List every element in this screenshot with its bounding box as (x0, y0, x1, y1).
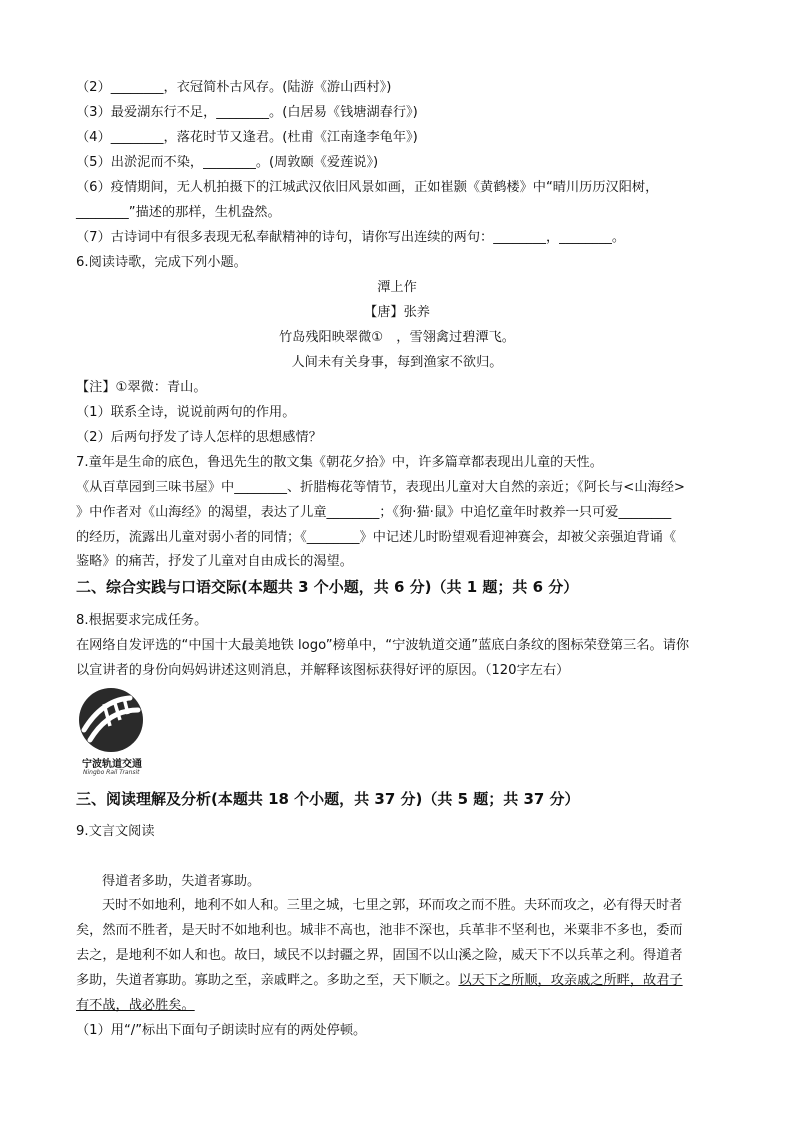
poem-author: 【唐】张养 (364, 305, 430, 320)
question-title: 8.根据要求完成任务。 (76, 613, 208, 628)
question-line: 的经历，流露出儿童对弱小者的同情；《________》中记述儿时盼望观看迎神赛会，却被父亲强迫背诵《 (76, 530, 677, 545)
question-line: （4）________，落花时节又逢君。(杜甫《江南逢李龟年》) (76, 130, 418, 145)
question-title: 9.文言文阅读 (76, 824, 155, 839)
question-line: （6）疫情期间，无人机拍摄下的江城武汉依旧风景如画，正如崔颢《黄鹤楼》中“晴川历历汉阳树， (76, 180, 659, 195)
logo-name-cn: 宁波轨道交通 (82, 759, 142, 770)
question-title: 7.童年是生命的底色，鲁迅先生的散文集《朝花夕拾》中，许多篇章都表现出儿童的天性。 (76, 455, 603, 470)
poem-note: 【注】①翠微：青山。 (76, 380, 207, 395)
passage-line (76, 972, 726, 990)
passage-line: 去之，是地利不如人和也。故曰，域民不以封疆之界，固国不以山溪之险，威天下不以兵革之利。得道者 (76, 948, 683, 963)
passage-text: 多助，失道者寡助。寡助之至，亲戚畔之。多助之至，天下顺之。 (76, 973, 459, 988)
section-heading: 三、阅读理解及分析(本题共 18 个小题，共 37 分)（共 5 题；共 37 分） (76, 790, 580, 808)
passage-line: 矣，然而不胜者，是天时不如地利也。城非不高也，池非不深也，兵革非不坚利也，米粟非不多也，委而 (76, 923, 683, 938)
underlined-sentence: 有不战，战必胜矣。 (76, 998, 195, 1013)
question-line: 鉴略》的痛苦，抒发了儿童对自由成长的渴望。 (76, 554, 353, 569)
section-heading: 二、综合实践与口语交际(本题共 3 个小题，共 6 分)（共 1 题；共 6 分） (76, 578, 579, 596)
question-line: 》中作者对《山海经》的渴望，表达了儿童________；《狗·猫·鼠》中追忆童年时救养一只可爱________ (76, 505, 672, 520)
ningbo-rail-logo (76, 686, 160, 781)
underlined-sentence: 以天下之所顺，攻亲戚之所畔，故君子 (458, 973, 683, 988)
question-line: （2）后两句抒发了诗人怎样的思想感情？ (76, 430, 322, 445)
passage-line: 天时不如地利，地利不如人和。三里之城，七里之郭，环而攻之而不胜。夫环而攻之，必有得天时者 (102, 898, 683, 913)
question-line: （1）联系全诗，说说前两句的作用。 (76, 405, 296, 420)
poem-line: 人间未有关身事，每到渔家不欲归。 (291, 355, 503, 370)
question-line: （1）用“/”标出下面句子朗读时应有的两处停顿。 (76, 1023, 367, 1038)
logo-name-en: Ningbo Rail Transit (83, 769, 140, 776)
question-line: （7）古诗词中有很多表现无私奉献精神的诗句，请你写出连续的两句：________，________。 (76, 230, 626, 245)
rail-logo-icon (76, 686, 146, 754)
question-line: 在网络自发评选的“中国十大最美地铁 logo”榜单中，“宁波轨道交通”蓝底白条纹的图标荣登第三名。请你 (76, 638, 690, 653)
question-title: 6.阅读诗歌，完成下列小题。 (76, 255, 247, 270)
question-line: 《从百草园到三味书屋》中________、折腊梅花等情节，表现出儿童对大自然的亲近；《阿长与<山海经> (76, 480, 685, 495)
passage-title: 得道者多助，失道者寡助。 (102, 874, 261, 889)
question-line: （2）________，衣冠简朴古风存。(陆游《游山西村》) (76, 80, 392, 95)
question-line: （5）出淤泥而不染，________。(周敦颐《爱莲说》) (76, 155, 379, 170)
question-line: ________”描述的那样，生机盎然。 (76, 205, 281, 220)
poem-title: 潭上作 (377, 280, 417, 295)
question-line: 以宣讲者的身份向妈妈讲述这则消息，并解释该图标获得好评的原因。（120字左右） (76, 663, 570, 678)
question-line: （3）最爱湖东行不足，________。(白居易《钱塘湖春行》) (76, 105, 418, 120)
poem-line: 竹岛残阳映翠微① ，雪翎禽过碧潭飞。 (278, 330, 515, 345)
